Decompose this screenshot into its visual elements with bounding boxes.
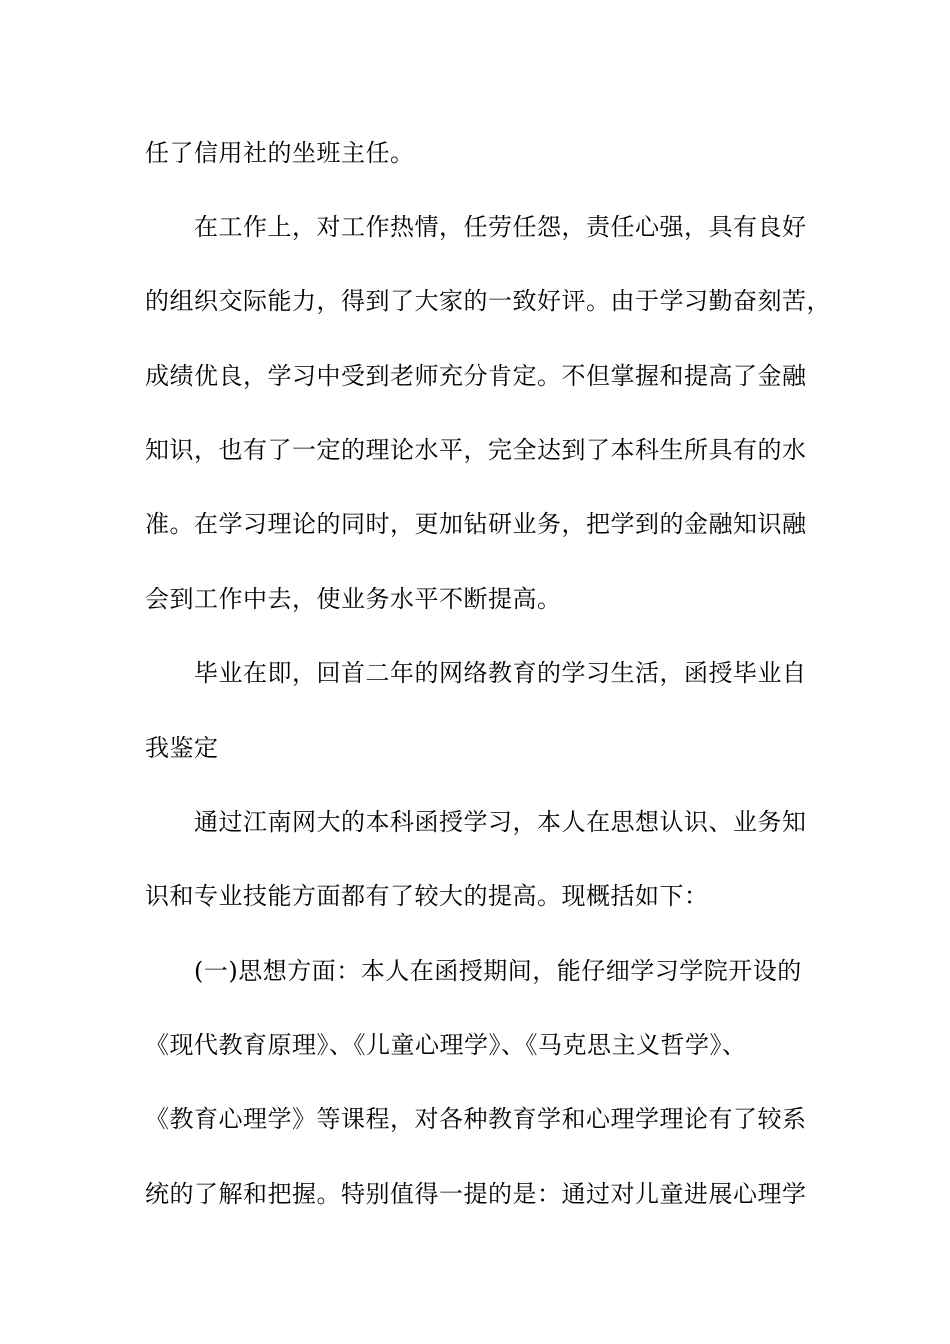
text-line: 我鉴定 xyxy=(145,734,219,762)
text-line: 成绩优良，学习中受到老师充分肯定。不但掌握和提高了金融 xyxy=(145,362,807,390)
text-line: 《教育心理学》等课程，对各种教育学和心理学理论有了较系 xyxy=(145,1105,807,1133)
text-line: 的组织交际能力，得到了大家的一致好评。由于学习勤奋刻苦， xyxy=(145,287,831,315)
text-line: 通过江南网大的本科函授学习，本人在思想认识、业务知 xyxy=(145,808,807,836)
text-line: 毕业在即，回首二年的网络教育的学习生活，函授毕业自 xyxy=(145,659,807,687)
text-line: 《现代教育原理》、《儿童心理学》、《马克思主义哲学》、 xyxy=(145,1031,747,1059)
text-line: 知识，也有了一定的理论水平，完全达到了本科生所具有的水 xyxy=(145,436,807,464)
text-line: 在工作上，对工作热情，任劳任怨，责任心强，具有良好 xyxy=(145,213,807,241)
text-line: 统的了解和把握。特别值得一提的是：通过对儿童进展心理学 xyxy=(145,1180,807,1208)
text-line: 任了信用社的坐班主任。 xyxy=(145,139,415,167)
text-line: 准。在学习理论的同时，更加钻研业务，把学到的金融知识融 xyxy=(145,510,807,538)
text-line: 识和专业技能方面都有了较大的提高。现概括如下： xyxy=(145,882,709,910)
text-line: (一)思想方面：本人在函授期间，能仔细学习学院开设的 xyxy=(145,957,802,985)
text-line: 会到工作中去，使业务水平不断提高。 xyxy=(145,585,562,613)
